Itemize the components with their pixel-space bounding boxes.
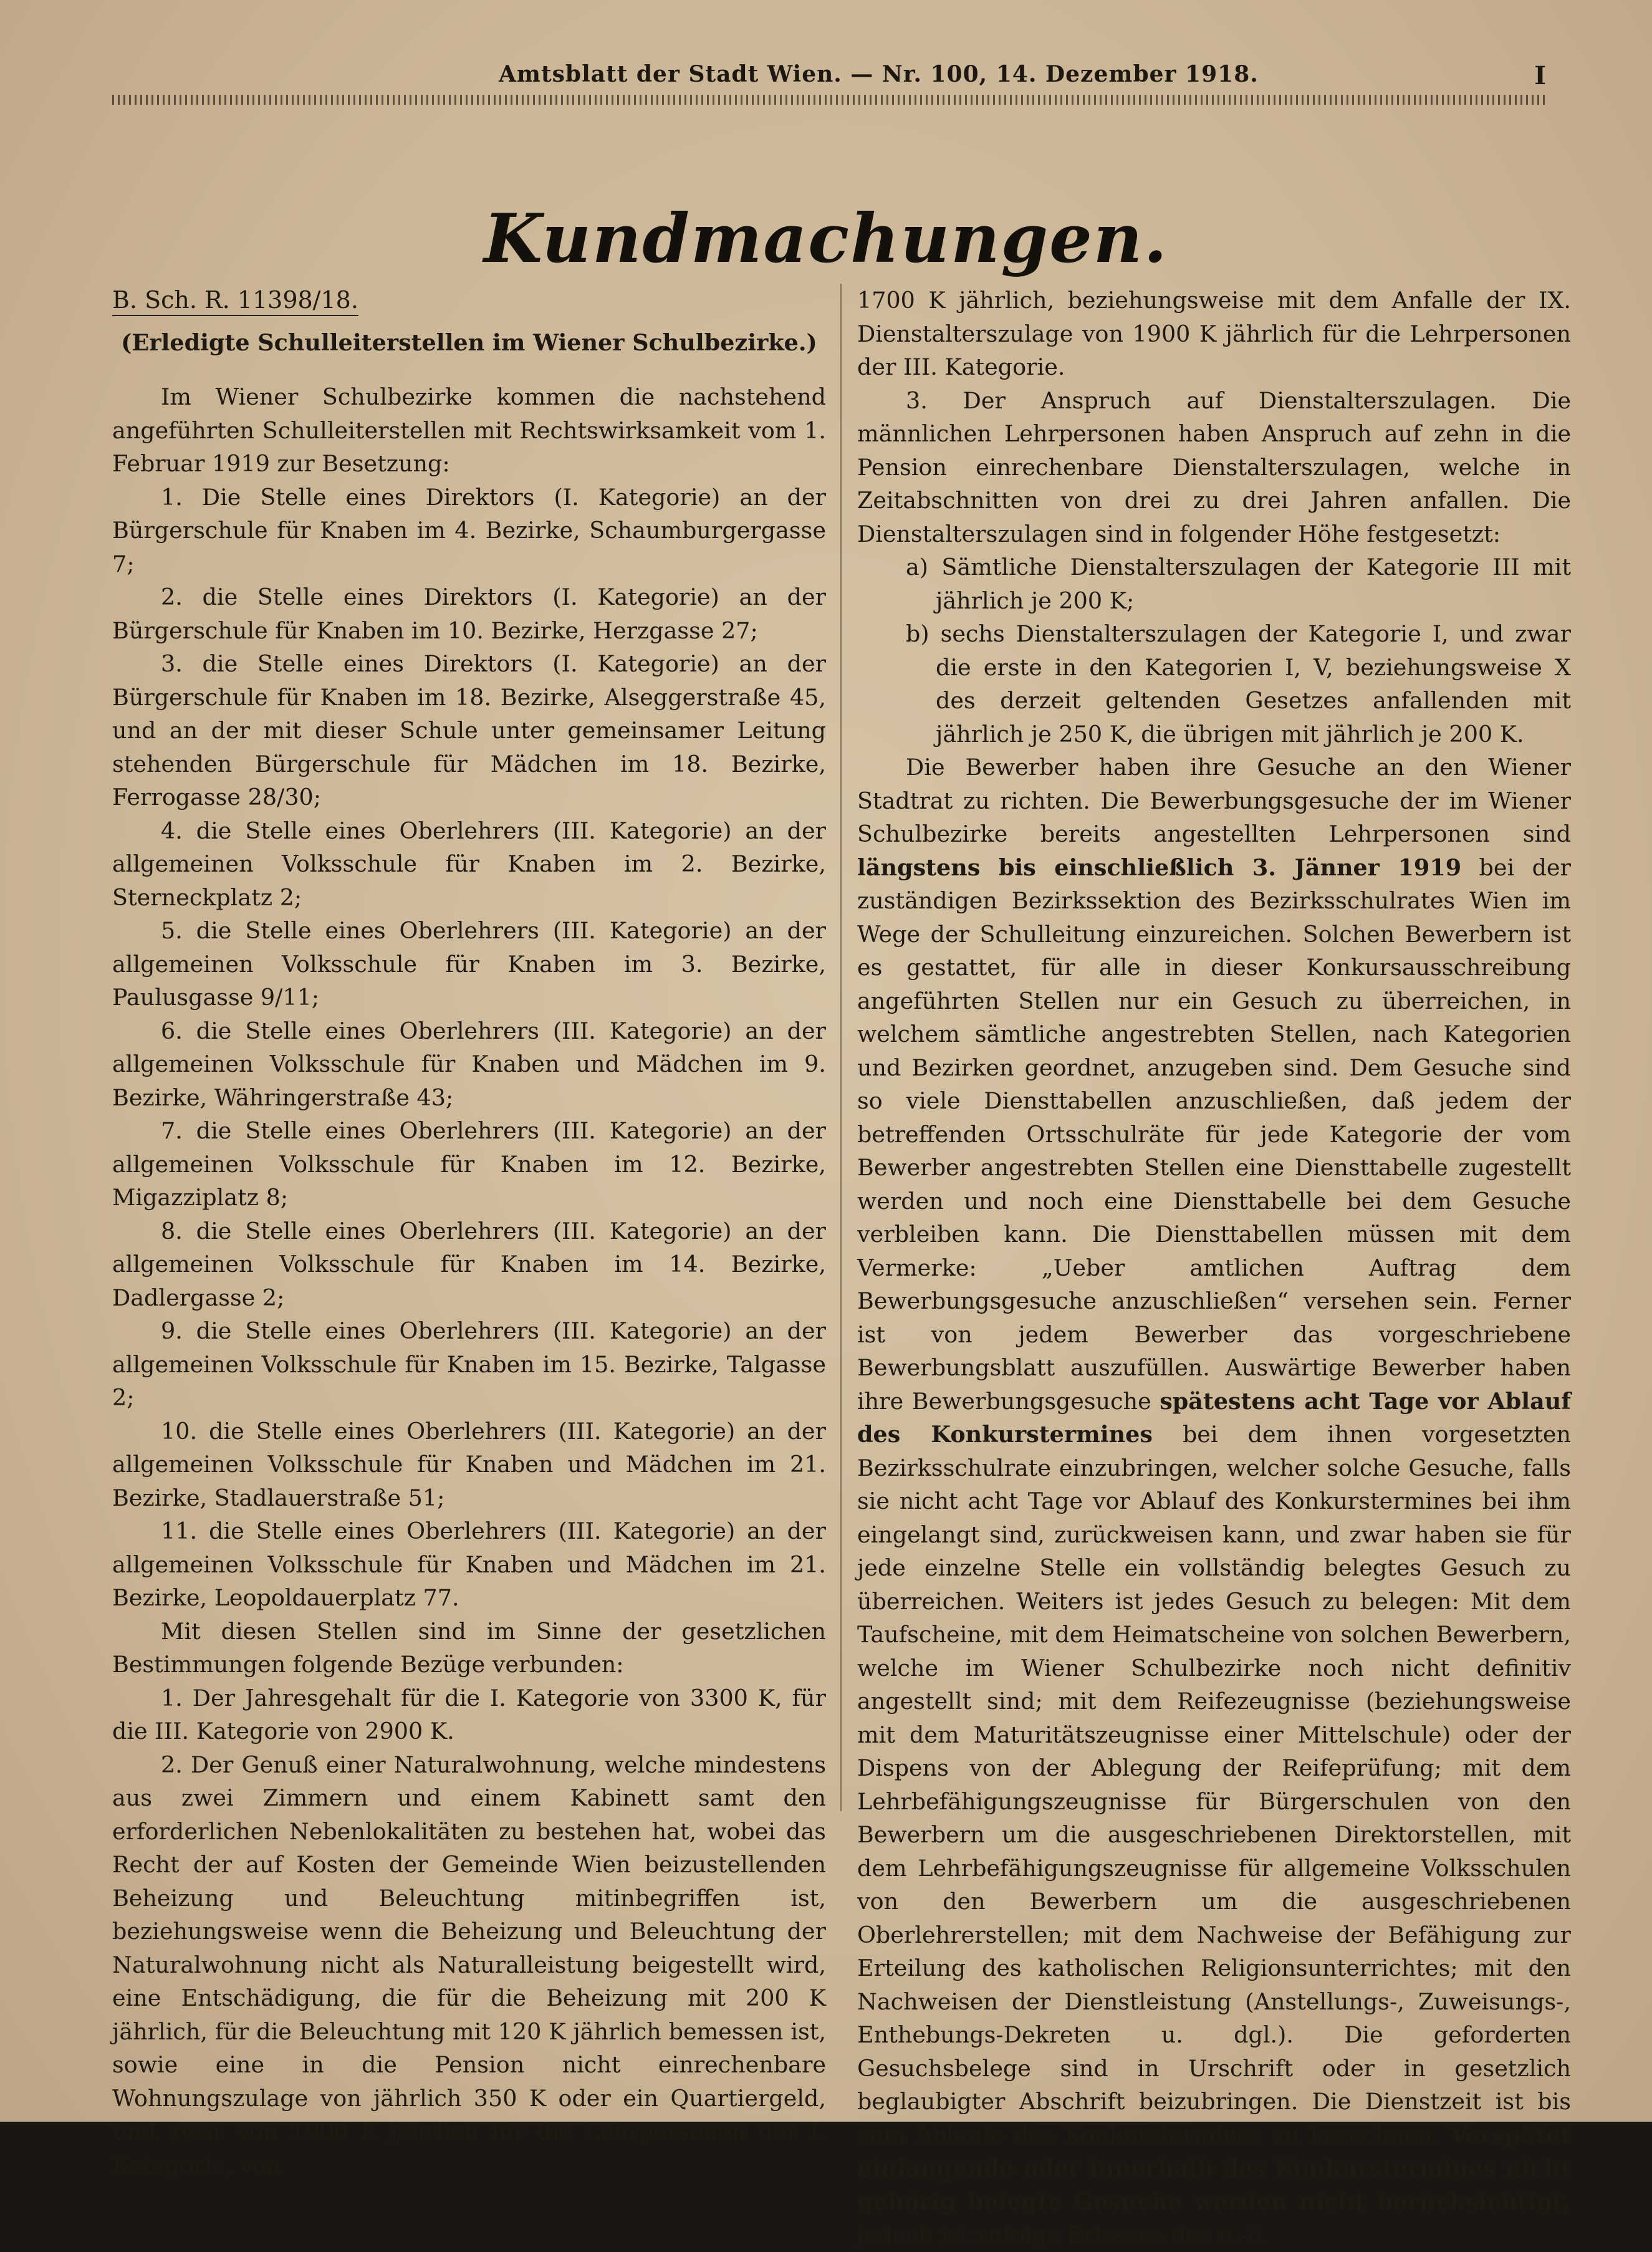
continued-paragraph: 1700 K jährlich, beziehungsweise mit dem Anfalle der IX. Dienstalterszulage von 1900 K jährlich für die Lehrpersonen der III. Kategorie. [857,287,1571,380]
reference-number: B. Sch. R. 11398/18. [112,284,826,317]
list-item: 10. die Stelle eines Oberlehrers (III. Kategorie) an der allgemeinen Volksschule für Knaben und Mädchen im 21. Bezirke, Stadlauerstraße 51; [112,1417,826,1511]
list-item: 2. die Stelle eines Direktors (I. Kategorie) an der Bürgerschule für Knaben im 10. Bezirke, Herzgasse 27; [112,584,826,644]
list-item: 5. die Stelle eines Oberlehrers (III. Kategorie) an der allgemeinen Volksschule für Knaben im 3. Bezirke, Paulusgasse 9/11; [112,917,826,1011]
column-divider [840,284,842,1811]
list-item: 9. die Stelle eines Oberlehrers (III. Kategorie) an der allgemeinen Volksschule für Knaben im 15. Bezirke, Talgasse 2; [112,1317,826,1411]
main-title: Kundmachungen. [484,200,1168,278]
sub-item-a: a) Sämtliche Dienstalterszulagen der Kategorie III mit jährlich je 200 K; [906,554,1571,614]
page-header [112,61,1546,99]
page-number: I [1534,61,1546,90]
list-item: 8. die Stelle eines Oberlehrers (III. Kategorie) an der allgemeinen Volksschule für Knaben im 14. Bezirke, Dadlergasse 2; [112,1217,826,1311]
left-column [112,284,826,2182]
list-item: 7. die Stelle eines Oberlehrers (III. Kategorie) an der allgemeinen Volksschule für Knaben im 12. Bezirke, Migazziplatz 8; [112,1117,826,1211]
bezuege-item-2: 2. Der Genuß einer Naturalwohnung, welche mindestens aus zwei Zimmern und einem Kabinett samt den erforderlichen Nebenlokalitäten zu bestehen hat, wobei das Recht der auf Kosten der Gemeinde Wien beizustellenden Beheizung und Beleuchtung mitinbegriffen ist, beziehungsweise wenn die Beheizung und Beleuchtung der Naturalwohnung nicht als Naturalleistung beigestellt wird, eine Entschädigung, die für die Beheizung mit 200 K jährlich, für die Beleuchtung mit 120 K jährlich bemessen ist, sowie eine in die Pension nicht einrechenbare Wohnungszulage von jährlich 350 K oder ein Quartiergeld, und zwar von 1900 K jährlich für die Lehrpersonen der I. Kategorie, von [112,1751,826,2178]
bezuege-intro: Mit diesen Stellen sind im Sinne der gesetzlichen Bestimmungen folgende Bezüge verbunden: [112,1617,826,1678]
intro-paragraph: Im Wiener Schulbezirke kommen die nachstehend angeführten Schulleiterstellen mit Rechtswirksamkeit vom 1. Februar 1919 zur Besetzung: [112,383,826,477]
list-item: 1. Die Stelle eines Direktors (I. Kategorie) an der Bürgerschule für Knaben im 4. Bezirke, Schaumburgergasse 7; [112,483,826,577]
sub-item-b: b) sechs Dienstalterszulagen der Kategorie I, und zwar die erste in den Kategorien I, V, beziehungsweise X des derzeit geltenden Gesetzes anfallenden mit jährlich je 250 K, die übrigen mit jährlich je 200 K. [906,620,1571,748]
list-item: 4. die Stelle eines Oberlehrers (III. Kategorie) an der allgemeinen Volksschule für Knaben im 2. Bezirke, Sterneckplatz 2; [112,817,826,911]
header-rule [112,95,1546,105]
section-heading: (Erledigte Schulleiterstellen im Wiener Schulbezirke.) [121,329,817,356]
bewerber-paragraph: Die Bewerber haben ihre Gesuche an den Wiener Stadtrat zu richten. Die Bewerbungsgesuche der im Wiener Schulbezirke bereits angestellten Lehrpersonen sind längstens bis einschließlich 3. Jänner 1919 bei der zuständigen Bezirkssektion des Bezirksschulrates Wien im Wege der Schulleitung einzureichen. Solchen Bewerbern ist es gestattet, für alle in dieser Konkursausschreibung angeführten Stellen nur ein Gesuch zu überreichen, in welchem sämtliche angestrebten Stellen, nach Kategorien und Bezirken geordnet, anzugeben sind. Dem Gesuche sind so viele Diensttabellen anzuschließen, daß jedem der betreffenden Ortsschulräte für jede Kategorie der vom Bewerber angestrebten Stellen eine Diensttabelle zugestellt werden und noch eine Diensttabelle bei dem Gesuche verbleiben kann. Die Diensttabellen müssen mit dem Vermerke: „Ueber amtlichen Auftrag dem Bewerbungsgesuche anzuschließen“ versehen sein. Ferner ist von jedem Bewerber das vorgeschriebene Bewerbungsblatt auszufüllen. Auswärtige Bewerber haben ihre Bewerbungsgesuche spätestens acht Tage vor Ablauf des Konkurstermines bei dem ihnen vorgesetzten Bezirksschulrate einzubringen, welcher solche Gesuche, falls sie nicht acht Tage vor Ablauf des Konkurstermines bei ihm eingelangt sind, zurückweisen kann, und zwar haben sie für jede einzelne Stelle ein vollständig belegtes Gesuch zu überreichen. Weiters ist jedes Gesuch zu belegen: Mit dem Taufscheine, mit dem Heimatscheine von solchen Bewerbern, welche im Wiener Schulbezirke noch nicht definitiv angestellt sind; mit dem Reifezeugnisse (beziehungsweise mit dem Maturitätszeugnisse einer Mittelschule) oder der Dispens von der Ablegung der Reifeprüfung; mit dem Lehrbefähigungszeugnisse für Bürgerschulen von den Bewerbern um die ausgeschriebenen Direktorstellen, mit dem Lehrbefähigungszeugnisse für allgemeine Volksschulen von den Bewerbern um die ausgeschriebenen Oberlehrerstellen; mit dem Nachweise der Befähigung zur Erteilung des katholischen Religionsunterrichtes; mit den Nachweisen der Dienstleistung (Anstellungs-, Zuweisungs-, Enthebungs-Dekreten u. dgl.). Die geforderten Gesuchsbelege sind in Urschrift oder in gesetzlich beglaubigter Abschrift beizubringen. Die Dienstzeit ist bis zum Ablaufe des Konkurstermines zu berechnen. Verspätet einlangende oder innerhalb des Konkurstermines nicht gehörig belegte Gesuche werden nicht berücksichtigt, jedoch ist zufolge Erlasses des n.-ö. [857,754,1571,2248]
list-item: 6. die Stelle eines Oberlehrers (III. Kategorie) an der allgemeinen Volksschule für Knaben und Mädchen im 9. Bezirke, Währingerstraße 43; [112,1017,826,1111]
list-item: 11. die Stelle eines Oberlehrers (III. Kategorie) an der allgemeinen Volksschule für Knaben und Mädchen im 21. Bezirke, Leopoldauerplatz 77. [112,1518,826,1611]
list-item: 3. die Stelle eines Direktors (I. Kategorie) an der Bürgerschule für Knaben im 18. Bezirke, Alseggerstraße 45, und an der mit dieser Schule unter gemeinsamer Leitung stehenden Bürgerschule für Mädchen im 18. Bezirke, Ferrogasse 28/30; [112,650,826,811]
dienstalter-paragraph: 3. Der Anspruch auf Dienstalterszulagen. Die männlichen Lehrpersonen haben Anspruch auf zehn in die Pension einrechenbare Dienstalterszulagen, welche in Zeitabschnitten von drei zu drei Jahren anfallen. Die Dienstalterszulagen sind in folgender Höhe festgesetzt: [857,387,1571,547]
header-title: Amtsblatt der Stadt Wien. — Nr. 100, 14. Dezember 1918. [499,61,1259,87]
bezuege-item-1: 1. Der Jahresgehalt für die I. Kategorie von 3300 K, für die III. Kategorie von 2900 K. [112,1684,826,1744]
right-column [857,284,1571,2252]
